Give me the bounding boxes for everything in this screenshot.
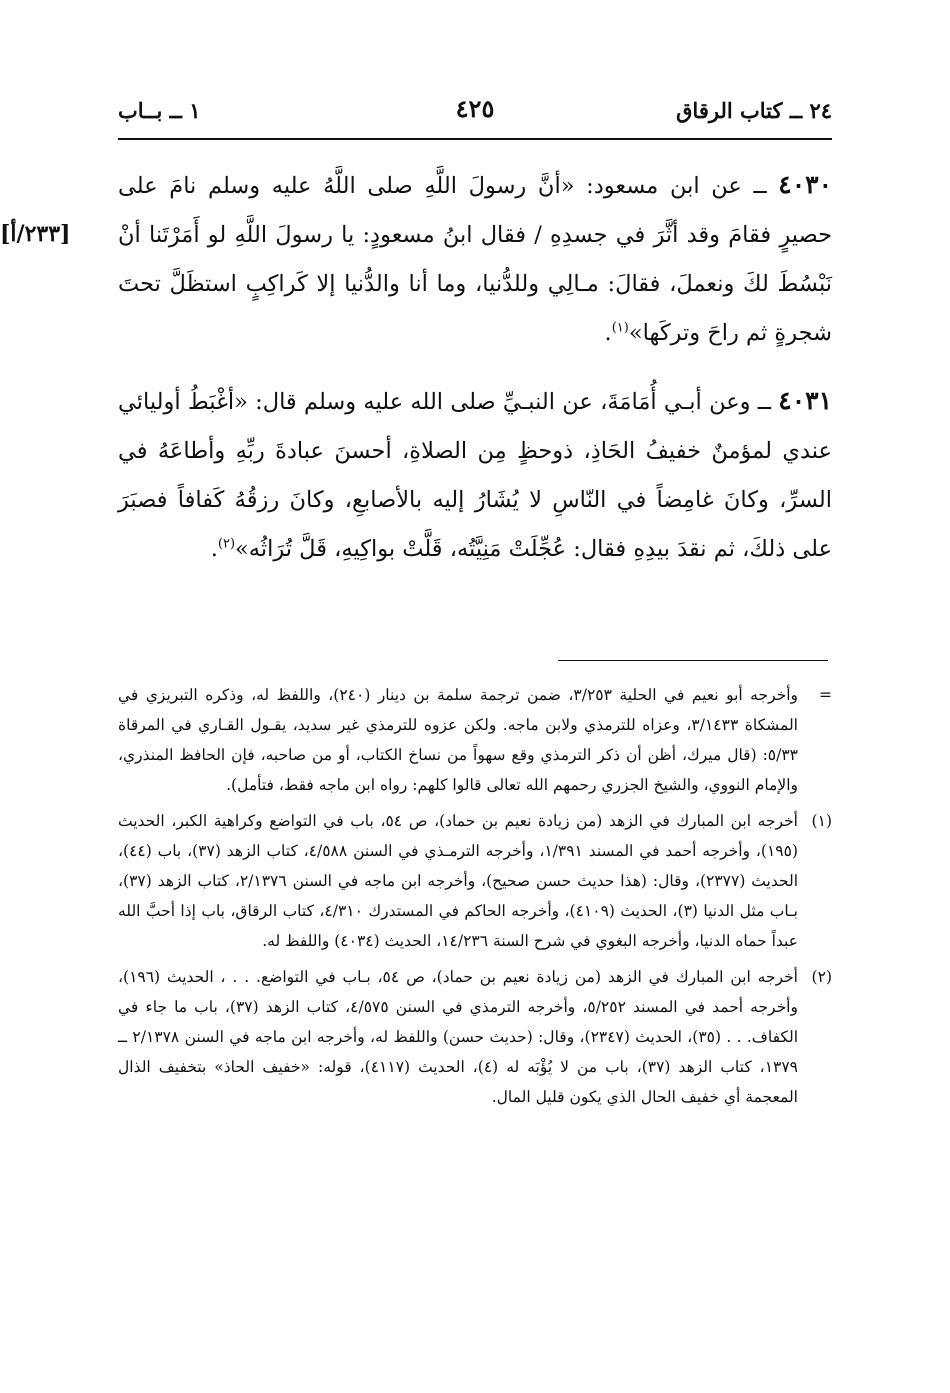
- book-title: ٢٤ ــ كتاب الرقاق: [676, 98, 832, 123]
- footnote-text: أخرجه ابن المبارك في الزهد (من زيادة نعيم بن حماد)، ص ٥٤، باب في التواضع وكراهية الكبر، الحديث (١٩٥)، وأخرجه أحمد في المسند ١/٣٩١، وأخرجه الترمـذي في السنن ٤/٥٨٨، كتاب الزهد (٣٧)، باب (٤٤)، الحديث (٢٣٧٧)، وقال: (هذا حديث حسن صحيح)، وأخرجه ابن ماجه في السنن ٢/١٣٧٦، كتاب الزهد (٣٧)، بـاب مثل الدنيا (٣)، الحديث (٤١٠٩)، وأخرجه الحاكم في المستدرك ٤/٣١٠، كتاب الرقاق، باب إذا أحبَّ الله عبداً حماه الدنيا، وأخرجه البغوي في شرح السنة ١٤/٢٣٦، الحديث (٤٠٣٤) واللفظ له.: [118, 812, 799, 950]
- hadith-number: ٤٠٣٠: [778, 170, 833, 199]
- footnote-mark: (١): [811, 812, 832, 830]
- footnotes: [118, 680, 832, 1118]
- main-text: [118, 160, 832, 574]
- footnote-ref: (٢): [217, 536, 236, 552]
- chapter-title: ١ ــ بــاب: [118, 98, 201, 123]
- manuscript-folio-ref: [٢٣٣/أ]: [0, 221, 71, 247]
- hadith-text: ــ وعن أبـي أُمَامَةَ، عن النبـيِّ صلى الله عليه وسلم قال: «أغْبَطُ أوليائي عندي لمؤمنٌ خفيفُ الحَاذِ، ذوحظٍ مِن الصلاةِ، أحسنَ عبادةَ ربِّهِ وأطاعَهُ في السرِّ، وكانَ غامِضاً في النّاسِ لا يُشَارُ إليه بالأصابعِ، وكانَ رزقُهُ كَفافاً فصبَرَ على ذلكَ، ثم نقدَ بيدِهِ فقال: عُجِّلَتْ مَنِيَّتُه، قَلَّتْ بواكِيهِ، قَلَّ تُرَاثُه»: [118, 389, 832, 562]
- footnote-mark: =: [819, 686, 832, 704]
- header-divider: [118, 138, 832, 140]
- footnote-divider: [558, 660, 828, 661]
- footnote-1: [118, 806, 832, 956]
- hadith-4031: ٤٠٣١ ــ وعن أبـي أُمَامَةَ، عن النبـيِّ صلى الله عليه وسلم قال: «أغْبَطُ أوليائي عندي لمؤمنٌ خفيفُ الحَاذِ، ذوحظٍ مِن الصلاةِ، أحسنَ عبادةَ ربِّهِ وأطاعَهُ في السرِّ، وكانَ غامِضاً في النّاسِ لا يُشَارُ إليه بالأصابعِ، وكانَ رزقُهُ كَفافاً فصبَرَ على ذلكَ، ثم نقدَ بيدِهِ فقال: عُجِّلَتْ مَنِيَّتُه، قَلَّتْ بواكِيهِ، قَلَّ تُرَاثُه»$^{(٢)}$.: [118, 386, 832, 562]
- hadith-4030: ٤٠٣٠ ــ عن ابن مسعود: «أنَّ رسولَ اللَّهِ صلى اللَّهُ عليه وسلم نامَ على حصيرٍ فقامَ وقد أثَّرَ في جسدِهِ / فقال ابنُ مسعودٍ: يا رسولَ اللَّهِ لو أَمَرْتَنا أنْ نَبْسُطَ لكَ ونعملَ، فقالَ: مـالِي وللدُّنيا، وما أنا والدُّنيا إلا كَراكِبٍ استظَلَّ تحتَ شجرةٍ ثم راحَ وتركَها»$^{(١)}$.: [118, 170, 833, 346]
- hadith-text: ــ عن ابن مسعود: «أنَّ رسولَ اللَّهِ صلى اللَّهُ عليه وسلم نامَ على حصيرٍ فقامَ وقد أثَّرَ في جسدِهِ / فقال ابنُ مسعودٍ: يا رسولَ اللَّهِ لو أَمَرْتَنا أنْ نَبْسُطَ لكَ ونعملَ، فقالَ: مـالِي وللدُّنيا، وما أنا والدُّنيا إلا كَراكِبٍ استظَلَّ تحتَ شجرةٍ ثم راحَ وتركَها»: [118, 173, 832, 346]
- page-number: ٤٢٥: [455, 94, 495, 123]
- footnote-mark: (٢): [811, 968, 832, 986]
- footnote-2: [118, 962, 832, 1112]
- running-header: [118, 94, 832, 134]
- footnote-ref: (١): [611, 320, 629, 336]
- hadith-number: ٤٠٣١: [778, 386, 832, 415]
- footnote-text: أخرجه ابن المبارك في الزهد (من زيادة نعيم بن حماد)، ص ٥٤، بـاب في التواضع. . . ، الحديث (١٩٦)، وأخرجه أحمد في المسند ٥/٢٥٢، وأخرجه الترمذي في السنن ٤/٥٧٥، كتاب الزهد (٣٧)، باب ما جاء في الكفاف. . . (٣٥)، الحديث (٢٣٤٧)، وقال: (حديث حسن) واللفظ له، وأخرجه ابن ماجه في السنن ٢/١٣٧٨ ــ ١٣٧٩، كتاب الزهد (٣٧)، باب من لا يُؤْبَه له (٤)، الحديث (٤١١٧)، قوله: «خفيف الحاذ» بتخفيف الذال المعجمة أي خفيف الحال الذي يكون قليل المال.: [118, 968, 798, 1106]
- footnote-continued: [118, 680, 832, 800]
- footnote-text: وأخرجه أبو نعيم في الحلية ٣/٢٥٣، ضمن ترجمة سلمة بن دينار (٢٤٠)، واللفظ له، وذكره التبريزي في المشكاة ٣/١٤٣٣، وعزاه للترمذي ولابن ماجه. ولكن عزوه للترمذي غير سديد، يقـول القـاري في المرقاة ٥/٣٣: (قال ميرك، أظن أن ذكر الترمذي وقع سهواً من نساخ الكتاب، أو من صاحبه، فإن الحافظ المنذري، والإمام النووي، والشيخ الجزري رحمهم الله تعالى قالوا كلهم: رواه ابن ماجه فقط، فتأمل).: [118, 686, 798, 794]
